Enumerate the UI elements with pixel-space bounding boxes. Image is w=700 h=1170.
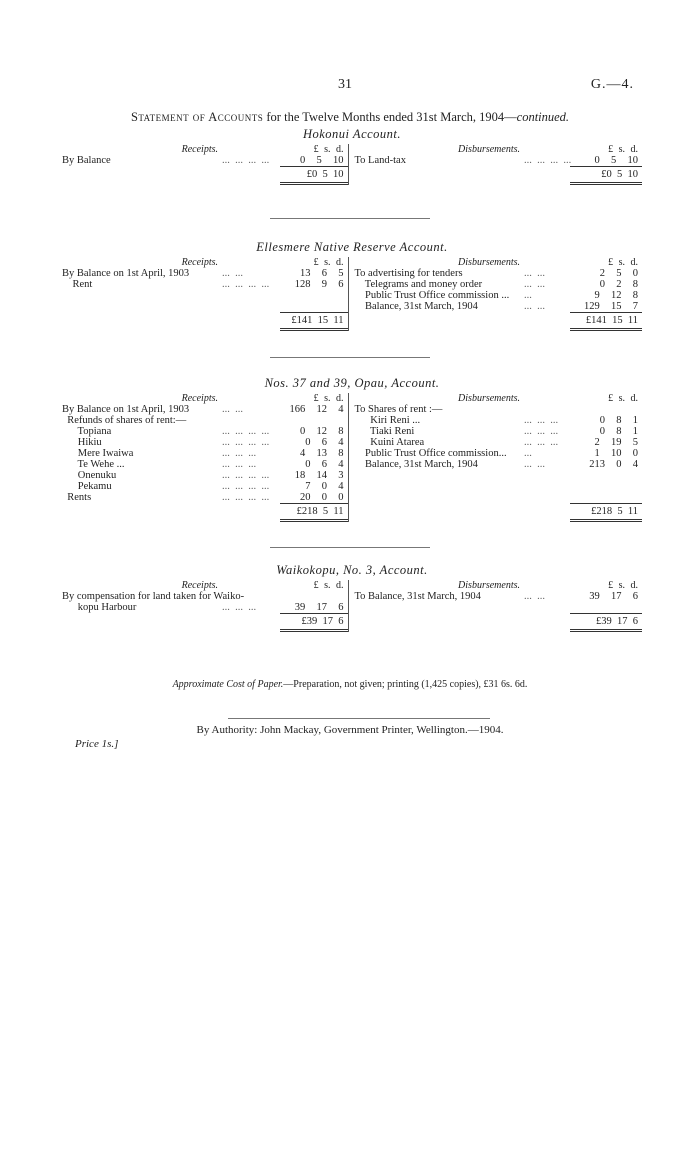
section-divider (270, 547, 430, 548)
receipt-leader-dots: ... ... ... (222, 459, 257, 470)
disbursement-label: Telegrams and money order (354, 279, 483, 290)
receipt-leader-dots: ... ... ... (222, 448, 257, 459)
account-opau (62, 376, 642, 522)
disbursements-total: £39 17 6 (570, 613, 642, 632)
receipt-leader-dots (222, 415, 280, 426)
receipts-header: Receipts. (181, 144, 218, 155)
receipt-label: Rent (62, 279, 93, 290)
receipt-leader-dots: ... ... ... ... (222, 470, 270, 481)
page-number: 31 (338, 77, 352, 92)
disbursements-total: £218 5 11 (570, 503, 642, 522)
cost-of-paper-note (0, 679, 700, 690)
disbursement-leader-dots (524, 404, 570, 415)
disbursement-leader-dots: ... ... (524, 268, 545, 279)
receipts-currency-header: £ s. d. (280, 144, 348, 155)
section-divider (270, 218, 430, 219)
account-title: Waikokopu, No. 3, Account. (276, 563, 428, 577)
receipts-total: £0 5 10 (280, 166, 348, 185)
receipt-label: Refunds of shares of rent:— (62, 415, 187, 426)
receipts-currency-header: £ s. d. (280, 393, 348, 404)
disbursements-currency-header: £ s. d. (608, 580, 638, 591)
receipts-header: Receipts. (181, 257, 218, 268)
disbursements-header: Disbursements. (458, 580, 520, 591)
receipt-amount: 0 6 4 (280, 459, 348, 470)
disbursement-amount: 129 15 7 (584, 301, 638, 312)
account-row (62, 602, 642, 613)
disbursement-label: Tiaki Reni (354, 426, 415, 437)
disbursement-leader-dots: ... ... ... (524, 426, 559, 437)
disbursement-amount: 1 10 0 (594, 448, 638, 459)
account-row (62, 415, 642, 426)
receipt-label: Hikiu (62, 437, 102, 448)
disbursement-leader-dots: ... (524, 448, 532, 459)
account-table (62, 144, 642, 185)
document-reference: G.—4. (590, 77, 634, 92)
disbursement-label: To advertising for tenders (354, 268, 463, 279)
receipt-amount: 0 6 4 (280, 437, 348, 448)
disbursements-currency-header: £ s. d. (608, 393, 638, 404)
account-table (62, 257, 642, 331)
receipt-amount: 0 12 8 (280, 426, 348, 437)
receipts-header: Receipts. (181, 580, 218, 591)
account-waikokopu (62, 563, 642, 632)
receipt-amount: 7 0 4 (280, 481, 348, 492)
account-title: Nos. 37 and 39, Opau, Account. (264, 376, 440, 390)
receipt-amount: 13 6 5 (280, 268, 348, 279)
disbursement-amount: 0 2 8 (599, 279, 638, 290)
account-row (62, 591, 642, 602)
receipt-label: Te Wehe ... (62, 459, 125, 470)
disbursement-amount: 0 8 1 (599, 415, 638, 426)
account-hokonui (62, 127, 642, 185)
receipt-amount: 166 12 4 (280, 404, 348, 415)
totals-row (62, 503, 642, 522)
disbursement-leader-dots: ... (524, 290, 532, 301)
account-row (62, 426, 642, 437)
account-row (62, 459, 642, 470)
statement-heading (0, 110, 700, 125)
receipt-leader-dots: ... ... ... ... (222, 481, 270, 492)
disbursements-header: Disbursements. (458, 144, 520, 155)
receipt-label: Onenuku (62, 470, 117, 481)
account-row (62, 470, 642, 481)
disbursement-label: Kiri Reni ... (354, 415, 421, 426)
account-row (62, 448, 642, 459)
disbursement-amount: 39 17 6 (589, 591, 638, 602)
totals-row (62, 166, 642, 185)
account-table (62, 580, 642, 632)
statement-continued: continued. (516, 110, 570, 124)
section-divider (270, 357, 430, 358)
receipt-leader-dots: ... ... ... ... (222, 426, 270, 437)
disbursement-amount: 2 5 0 (599, 268, 638, 279)
account-row (62, 290, 642, 301)
account-row (62, 301, 642, 312)
receipt-leader-dots: ... ... ... ... (222, 492, 270, 503)
disbursement-label: To Shares of rent :— (354, 404, 443, 415)
disbursement-amount: 0 5 10 (594, 155, 638, 166)
disbursements-header: Disbursements. (458, 257, 520, 268)
receipt-amount: 128 9 6 (280, 279, 348, 290)
totals-row (62, 613, 642, 632)
receipt-label: By compensation for land taken for Waiko- (62, 591, 245, 602)
receipt-amount: 20 0 0 (280, 492, 348, 503)
authority-line: By Authority: John Mackay, Government Printer, Wellington.—1904. (196, 724, 504, 736)
disbursement-amount (570, 404, 642, 415)
disbursements-total: £0 5 10 (570, 166, 642, 185)
totals-row (62, 312, 642, 331)
receipt-leader-dots: ... ... (222, 404, 243, 415)
receipt-leader-dots: ... ... (222, 268, 243, 279)
disbursement-label: To Balance, 31st March, 1904 (354, 591, 481, 602)
receipt-leader-dots: ... ... ... ... (222, 437, 270, 448)
price-note: Price 1s.] (75, 738, 119, 750)
account-table (62, 393, 642, 522)
account-ellesmere (62, 240, 642, 331)
receipt-amount (280, 591, 348, 602)
account-title: Ellesmere Native Reserve Account. (256, 240, 448, 254)
disbursements-currency-header: £ s. d. (608, 144, 638, 155)
receipt-label: By Balance on 1st April, 1903 (62, 404, 190, 415)
account-row (62, 279, 642, 290)
receipt-leader-dots: ... ... ... ... (222, 279, 270, 290)
receipt-label: By Balance (62, 155, 111, 166)
account-row (62, 155, 642, 166)
cost-label: Approximate Cost of Paper. (172, 679, 284, 690)
footer-divider (228, 718, 490, 719)
disbursement-amount: 0 8 1 (599, 426, 638, 437)
disbursement-leader-dots: ... ... (524, 301, 545, 312)
disbursement-label: Balance, 31st March, 1904 (354, 459, 478, 470)
disbursement-leader-dots: ... ... ... (524, 437, 559, 448)
disbursement-leader-dots: ... ... (524, 459, 545, 470)
disbursements-total: £141 15 11 (570, 312, 642, 331)
receipt-amount: 18 14 3 (280, 470, 348, 481)
disbursement-label: Balance, 31st March, 1904 (354, 301, 478, 312)
disbursement-amount: 9 12 8 (594, 290, 638, 301)
receipts-currency-header: £ s. d. (280, 257, 348, 268)
receipt-label: Mere Iwaiwa (62, 448, 134, 459)
receipt-label: Pekamu (62, 481, 112, 492)
statement-subtitle: for the Twelve Months ended 31st March, 1904— (263, 110, 517, 124)
disbursement-label: To Land-tax (354, 155, 406, 166)
receipts-total: £218 5 11 (280, 503, 348, 522)
receipts-total: £141 15 11 (280, 312, 348, 331)
disbursements-header: Disbursements. (458, 393, 520, 404)
disbursements-currency-header: £ s. d. (608, 257, 638, 268)
receipt-label: Rents (62, 492, 92, 503)
account-row (62, 481, 642, 492)
disbursement-leader-dots: ... ... (524, 591, 545, 602)
cost-text: —Preparation, not given; printing (1,425 copies), £31 6s. 6d. (283, 679, 528, 690)
receipt-leader-dots: ... ... ... (222, 602, 257, 613)
account-title: Hokonui Account. (302, 127, 402, 141)
disbursement-leader-dots: ... ... ... ... (524, 155, 572, 166)
disbursement-label: Public Trust Office commission ... (354, 290, 510, 301)
receipt-label: By Balance on 1st April, 1903 (62, 268, 190, 279)
statement-title: Statement of Accounts (130, 110, 264, 124)
receipt-label: Topiana (62, 426, 112, 437)
disbursement-label: Public Trust Office commission... (354, 448, 507, 459)
receipts-header: Receipts. (181, 393, 218, 404)
receipt-amount (280, 415, 348, 426)
account-row (62, 437, 642, 448)
receipt-leader-dots: ... ... ... ... (222, 155, 270, 166)
receipt-amount: 39 17 6 (280, 602, 348, 613)
account-row (62, 492, 642, 503)
receipt-amount: 0 5 10 (280, 155, 348, 166)
account-row (62, 268, 642, 279)
disbursement-amount: 2 19 5 (594, 437, 638, 448)
receipts-currency-header: £ s. d. (280, 580, 348, 591)
disbursement-label: Kuini Atarea (354, 437, 425, 448)
receipt-label: kopu Harbour (62, 602, 137, 613)
receipts-total: £39 17 6 (280, 613, 348, 632)
account-row (62, 404, 642, 415)
receipt-amount: 4 13 8 (280, 448, 348, 459)
disbursement-leader-dots: ... ... ... (524, 415, 559, 426)
disbursement-amount: 213 0 4 (589, 459, 638, 470)
disbursement-leader-dots: ... ... (524, 279, 545, 290)
